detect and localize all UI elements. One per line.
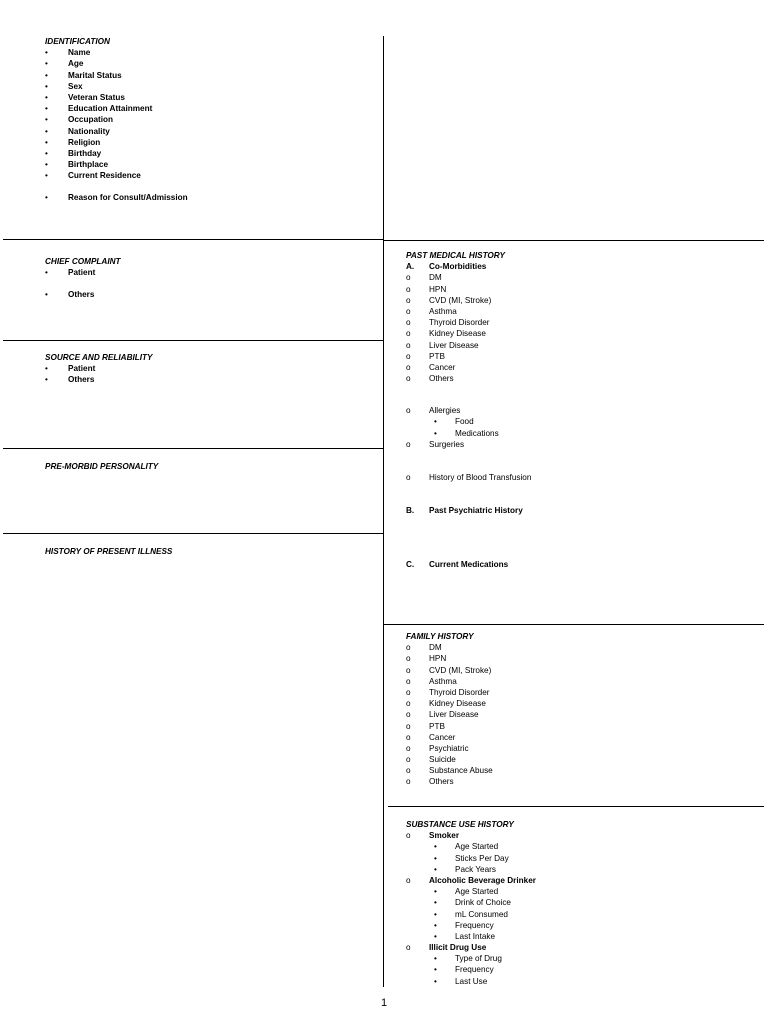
hpi-section [45, 546, 172, 557]
allergy-item: Medications [455, 428, 499, 438]
family-history-heading: FAMILY HISTORY [406, 632, 474, 641]
premorbid-section [45, 461, 158, 472]
divider-family [388, 806, 764, 807]
column-divider [383, 36, 384, 987]
source-item: Patient [68, 364, 96, 374]
drug-item: Type of Drug [455, 954, 502, 964]
comorbidity-item: PTB [429, 351, 445, 361]
comorbidity-item: Cancer [429, 362, 456, 372]
divider-right-top [384, 240, 764, 241]
divider-past-medical [384, 624, 764, 625]
comorbidity-item: HPN [429, 284, 447, 294]
divider-identification [3, 239, 383, 240]
alcohol-item: Drink of Choice [455, 898, 511, 908]
chief-complaint-section: CHIEF COMPLAINT • Patient • Others [45, 257, 121, 299]
page-number: 1 [380, 997, 388, 1009]
drug-item: Last Use [455, 976, 488, 986]
co-morbidities-label: Co-Morbidities [429, 262, 487, 272]
source-reliability-section: SOURCE AND RELIABILITY • Patient • Others [45, 353, 153, 385]
identification-item: Occupation [68, 115, 114, 125]
comorbidity-item: Others [429, 374, 454, 384]
comorbidity-item: CVD (MI, Stroke) [429, 295, 492, 305]
identification-item: Birthday [68, 148, 102, 158]
source-reliability-heading: SOURCE AND RELIABILITY [45, 353, 153, 362]
smoker-item: Age Started [455, 842, 499, 852]
past-medical-heading: PAST MEDICAL HISTORY [406, 251, 506, 260]
family-history-item: HPN [429, 654, 447, 664]
family-history-item: Substance Abuse [429, 766, 493, 776]
identification-item: Veteran Status [68, 92, 125, 102]
family-history-item: Asthma [429, 676, 457, 686]
comorbidity-item: Asthma [429, 306, 457, 316]
alcohol-label: Alcoholic Beverage Drinker [429, 875, 536, 885]
smoker-item: Pack Years [455, 864, 496, 874]
illicit-drug-label: Illicit Drug Use [429, 943, 487, 953]
family-history-section: FAMILY HISTORY o DM o HPN o CVD (MI, Stroke) o Asthma o Thyroid Disorder o Kidney Disease o Liver Disease o PTB o Cancer o Psychiatric o Suicide o Substance Abuse o Others [406, 632, 493, 787]
divider-source [3, 448, 383, 449]
alcohol-item: Last Intake [455, 931, 496, 941]
allergy-item: Food [455, 417, 474, 427]
premorbid-heading: PRE-MORBID PERSONALITY [45, 462, 159, 471]
source-item: Others [68, 375, 95, 385]
alcohol-item: mL Consumed [455, 909, 508, 919]
family-history-item: Kidney Disease [429, 699, 486, 709]
family-history-item: Liver Disease [429, 710, 479, 720]
identification-item: Current Residence [68, 171, 141, 181]
hpi-heading: HISTORY OF PRESENT ILLNESS [45, 547, 173, 556]
family-history-item: Others [429, 777, 454, 787]
identification-item: Age [68, 59, 84, 69]
family-history-item: DM [429, 643, 442, 653]
surgeries-label: Surgeries [429, 439, 465, 449]
past-medical-section: PAST MEDICAL HISTORY A. Co-Morbidities o DM o HPN o CVD (MI, Stroke) o Asthma o Thyroid Disorder o Kidney Disease o Liver Disease o PTB o Cancer o Others o Allergies • Food • Medications o Surgeries o History of Blood Transfusion B. Past Psychiatric History C. Current Medications [406, 251, 532, 569]
comorbidity-item: Thyroid Disorder [429, 318, 490, 328]
divider-premorbid [3, 533, 383, 534]
family-history-item: Suicide [429, 755, 456, 765]
identification-section: IDENTIFICATION • Name • Age • Marital Status • Sex • Veteran Status • Education Attainment • Occupation • Nationality • Religion • Birthday • Birthplace • Current Residence • Reason for Consult/Admission [45, 37, 188, 203]
identification-item: Birthplace [68, 160, 109, 170]
comorbidity-item: Kidney Disease [429, 329, 486, 339]
identification-item: Marital Status [68, 70, 122, 80]
family-history-item: PTB [429, 721, 445, 731]
smoker-item: Sticks Per Day [455, 853, 509, 863]
family-history-item: CVD (MI, Stroke) [429, 665, 492, 675]
divider-chief-complaint [3, 340, 383, 341]
allergies-label: Allergies [429, 406, 461, 416]
substance-use-heading: SUBSTANCE USE HISTORY [406, 820, 514, 829]
smoker-label: Smoker [429, 831, 460, 841]
reason-for-consult: Reason for Consult/Admission [68, 193, 188, 203]
chief-complaint-item: Patient [68, 268, 96, 278]
alcohol-item: Age Started [455, 887, 499, 897]
chief-complaint-item: Others [68, 289, 95, 299]
drug-item: Frequency [455, 965, 494, 975]
current-medications-label: Current Medications [429, 559, 509, 569]
identification-item: Name [68, 48, 91, 58]
comorbidity-item: Liver Disease [429, 340, 479, 350]
comorbidity-item: DM [429, 273, 442, 283]
blood-transfusion-label: History of Blood Transfusion [429, 473, 532, 483]
identification-item: Education Attainment [68, 104, 153, 114]
identification-heading: IDENTIFICATION [45, 37, 110, 46]
substance-use-section: SUBSTANCE USE HISTORY o Smoker • Age Started • Sticks Per Day • Pack Years o Alcoholic Beverage Drinker • Age Started • Drink of Choice • mL Consumed • Frequency • Last Intake o Illicit Drug Use • Type of Drug • Frequency • Last Use [406, 820, 536, 986]
family-history-item: Thyroid Disorder [429, 687, 490, 697]
alcohol-item: Frequency [455, 920, 494, 930]
chief-complaint-heading: CHIEF COMPLAINT [45, 257, 121, 266]
family-history-item: Psychiatric [429, 743, 469, 753]
family-history-item: Cancer [429, 732, 456, 742]
identification-item: Nationality [68, 126, 110, 136]
identification-item: Religion [68, 137, 101, 147]
past-psychiatric-history-label: Past Psychiatric History [429, 505, 523, 515]
identification-item: Sex [68, 81, 83, 91]
